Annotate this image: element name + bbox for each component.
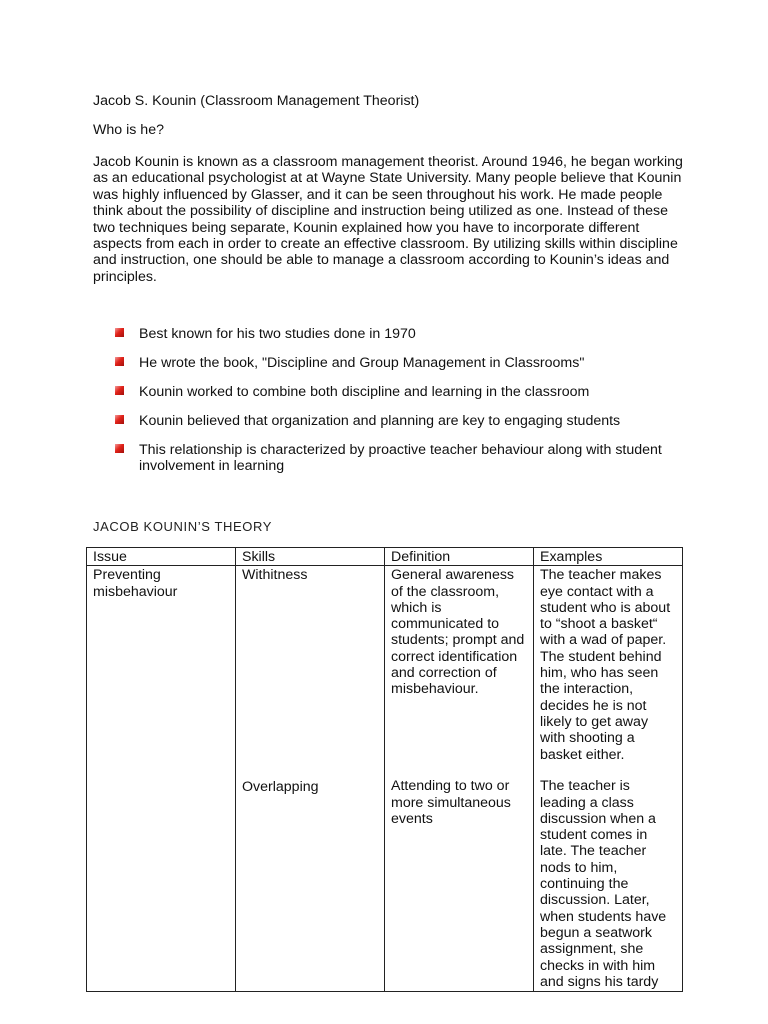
list-item <box>115 442 695 475</box>
bullet-text: He wrote the book, "Discipline and Group Management in Classrooms" <box>139 355 585 371</box>
issue-text: Preventing misbehaviour <box>93 567 178 600</box>
intro-paragraph: Jacob Kounin is known as a classroom management theorist. Around 1946, he began working as an educational psychologist at at Wayne State University. Many people believe that Kounin was highly influenced by Glasser, and it can be seen throughout his work. He made people think about the possibility of discipline and instruction being utilized as one. Instead of these two techniques being separate, Kounin explained how you have to incorporate different aspects from each in order to create an effective classroom. By utilizing skills within discipline and instruction, one should be able to manage a classroom according to Kounin’s ideas and principles. <box>93 154 683 285</box>
bullet-text: This relationship is characterized by proactive teacher behaviour along with student involvement in learning <box>139 442 662 475</box>
document-title: Jacob S. Kounin (Classroom Management Theorist) <box>93 93 420 109</box>
list-item <box>115 355 695 371</box>
square-bullet-icon <box>115 328 124 337</box>
column-header-skills: Skills <box>236 548 385 566</box>
square-bullet-icon <box>115 444 124 453</box>
column-header-examples: Examples <box>534 548 683 566</box>
square-bullet-icon <box>115 386 124 395</box>
theory-heading: JACOB KOUNIN’S THEORY <box>93 519 272 534</box>
list-item <box>115 384 695 400</box>
bullet-text: Kounin worked to combine both discipline and learning in the classroom <box>139 384 590 400</box>
examples-cell <box>534 566 683 992</box>
definition-cell <box>385 566 534 992</box>
definition-overlapping: Attending to two or more simultaneous events <box>391 778 511 827</box>
bullet-text: Best known for his two studies done in 1970 <box>139 326 416 342</box>
table-header-row <box>87 548 683 566</box>
example-withitness: The teacher makes eye contact with a student who is about to “shoot a basket“ with a wad of paper. The student behind him, who has seen the interaction, decides he is not likely to get away with shooting a basket either. <box>540 567 671 763</box>
example-overlapping: The teacher is leading a class discussion when a student comes in late. The teacher nods to him, continuing the discussion. Later, when students have begun a seatwork assignment, she checks in with him and signs his tardy <box>540 778 667 990</box>
square-bullet-icon <box>115 357 124 366</box>
column-header-issue: Issue <box>87 548 236 566</box>
table-row <box>87 566 683 992</box>
definition-withitness: General awareness of the classroom, which is communicated to students; prompt and correct identification and correction of misbehaviour. <box>391 567 525 698</box>
skill-overlapping: Overlapping <box>242 778 319 795</box>
subheading: Who is he? <box>93 122 164 138</box>
list-item <box>115 326 695 342</box>
bullet-list <box>115 326 695 487</box>
bullet-text: Kounin believed that organization and planning are key to engaging students <box>139 413 621 429</box>
issue-cell <box>87 566 236 992</box>
theory-table <box>86 547 683 992</box>
skill-withitness: Withitness <box>242 567 308 584</box>
spacer <box>242 584 378 779</box>
skills-cell <box>236 566 385 992</box>
column-header-definition: Definition <box>385 548 534 566</box>
square-bullet-icon <box>115 415 124 424</box>
list-item <box>115 413 695 429</box>
